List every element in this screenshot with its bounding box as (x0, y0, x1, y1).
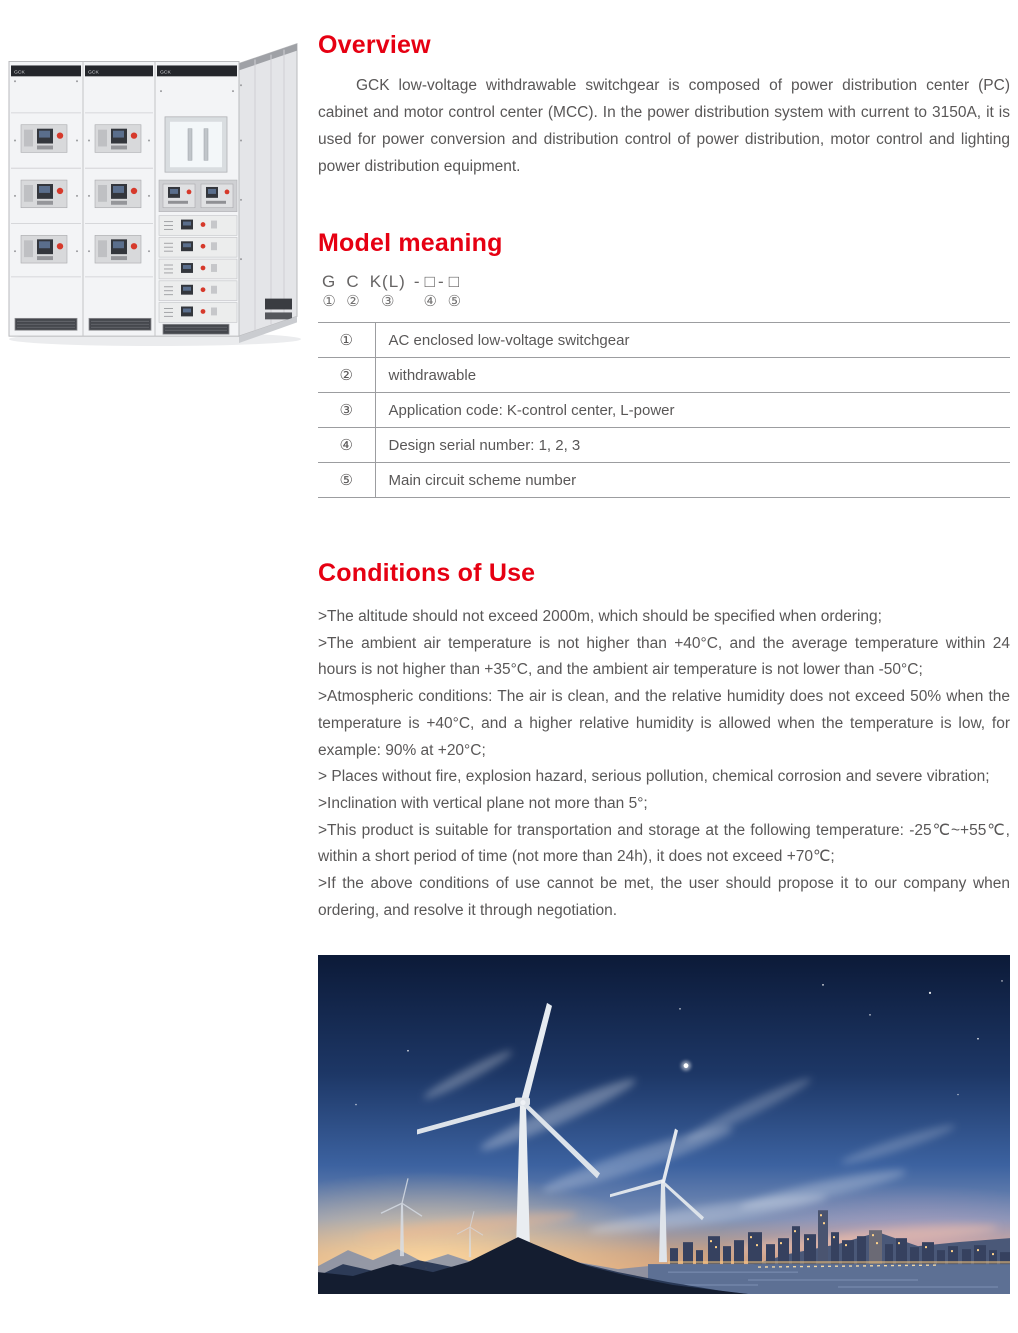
formula-letter: K(L) (369, 272, 406, 291)
double-breaker-row (159, 180, 237, 212)
condition-item: >This product is suitable for transportation and storage at the following temperature: -25℃~+55℃, within a short period of time (not more than 24h), it does not exceed +70℃; (318, 821, 1010, 866)
nameplate-label: GCK (88, 70, 99, 76)
formula-box: □ (424, 272, 436, 291)
row-number: ④ (318, 428, 375, 463)
hero-photo-illustration (318, 955, 1010, 1294)
conditions-list (318, 604, 1010, 924)
conditions-section (318, 559, 1010, 924)
overview-section (318, 31, 1010, 180)
table-row (318, 358, 1010, 393)
formula-item (346, 272, 359, 312)
content-column (318, 0, 1010, 1294)
overview-title: Overview (318, 31, 431, 59)
switchgear-product-image (3, 22, 303, 348)
formula-item (322, 272, 336, 312)
formula-circle-number: ⑤ (447, 293, 462, 310)
table-row (318, 428, 1010, 463)
formula-item (414, 272, 421, 292)
cabinet-side-panel (239, 44, 297, 343)
formula-item (438, 272, 445, 292)
formula-circle-number: ③ (381, 293, 395, 310)
cabinet-front (9, 62, 242, 337)
formula-circle-number: ② (346, 293, 360, 310)
drawer-stack (159, 216, 237, 323)
row-description: Design serial number: 1, 2, 3 (375, 428, 1010, 463)
formula-letter: G (322, 272, 337, 291)
formula-letter: C (346, 272, 360, 291)
table-row (318, 323, 1010, 358)
row-number: ③ (318, 393, 375, 428)
row-description: Main circuit scheme number (375, 463, 1010, 498)
switchgear-cabinet-drawing (3, 22, 303, 348)
row-description: AC enclosed low-voltage switchgear (388, 331, 630, 349)
table-row (318, 393, 1010, 428)
formula-circle-number: ① (322, 293, 336, 310)
condition-item: >The altitude should not exceed 2000m, which should be specified when ordering; (318, 608, 882, 625)
inspection-window (165, 117, 227, 172)
model-meaning-title: Model meaning (318, 229, 503, 257)
nameplate-label: GCK (14, 70, 25, 76)
condition-item: >Atmospheric conditions: The air is clean, and the relative humidity does not exceed 50% when the temperature is +40°C, and a higher relative humidity is allowed when the temperature is low, for example: 90% at +20°C; (318, 688, 1010, 759)
model-meaning-table (318, 322, 1010, 498)
model-formula (318, 272, 1010, 312)
row-number: ① (318, 323, 375, 358)
formula-box: □ (448, 272, 460, 291)
formula-item (423, 272, 436, 312)
formula-dash: - (437, 272, 445, 291)
formula-dash: - (413, 272, 421, 291)
condition-item: >If the above conditions of use cannot be met, the user should propose it to our company when ordering, and resolve it through negotiation. (318, 875, 1010, 919)
model-meaning-section (318, 229, 1010, 498)
condition-item: >Inclination with vertical plane not more than 5°; (318, 794, 648, 812)
row-description: withdrawable (375, 358, 1010, 393)
row-number: ② (318, 358, 375, 393)
condition-item: > Places without fire, explosion hazard, serious pollution, chemical corrosion and severe vibration; (318, 768, 990, 786)
moon (681, 1061, 691, 1071)
overview-paragraph: GCK low-voltage withdrawable switchgear is composed of power distribution center (PC) cabinet and motor control center (MCC). In the power distribution system with current to 3150A, it is used for power conversion and distribution control of power distribution, motor control and lighting power distribution equipment. (318, 77, 1010, 175)
formula-item (448, 272, 461, 312)
formula-item (370, 272, 406, 312)
condition-item: >The ambient air temperature is not higher than +40°C, and the average temperature within 24 hours is not higher than +35°C, and the ambient air temperature is not lower than -50°C; (318, 634, 1010, 679)
hero-image-wind-turbines-city-dusk (318, 955, 1010, 1294)
conditions-title: Conditions of Use (318, 559, 536, 587)
table-row (318, 463, 1010, 498)
nameplate-label: GCK (160, 70, 171, 76)
formula-circle-number: ④ (423, 293, 437, 310)
row-number: ⑤ (318, 463, 375, 498)
row-description: Application code: K-control center, L-power (375, 393, 1010, 428)
